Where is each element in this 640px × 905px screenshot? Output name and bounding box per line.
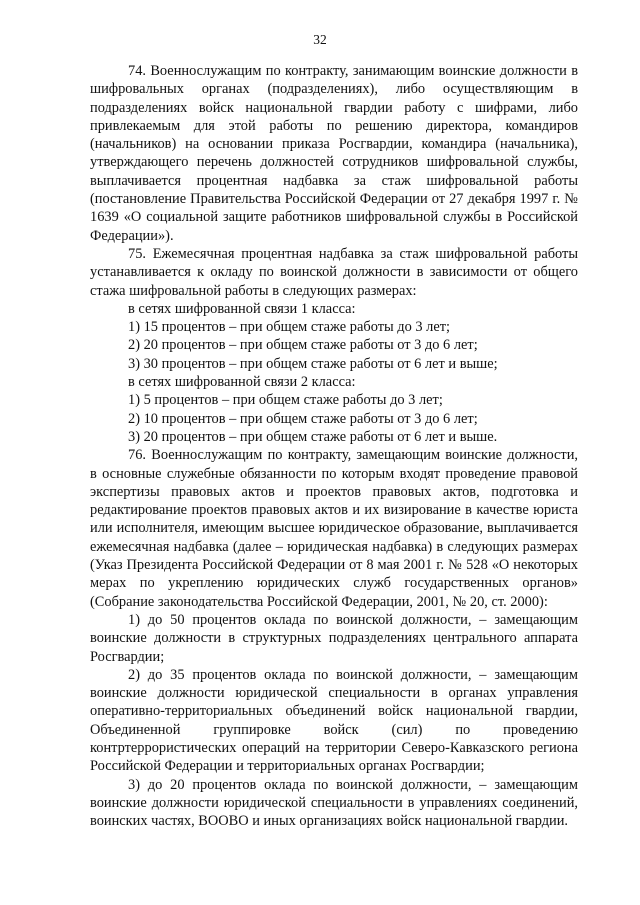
list-item-class-1-3: 3) 30 процентов – при общем стаже работы от 6 лет и выше; — [128, 355, 498, 372]
list-item-class-2-3: 3) 20 процентов – при общем стаже работы от 6 лет и выше. — [128, 428, 498, 445]
list-item-class-1-2: 2) 20 процентов – при общем стаже работы от 3 до 6 лет; — [128, 337, 478, 354]
paragraph-75: 75. Ежемесячная процентная надбавка за стаж шифровальной работы устанавливается к окладу по воинской должности в зависимости от общего стажа шифровальной работы в следующих размерах: — [90, 245, 578, 299]
list-item-class-2-1: 1) 5 процентов – при общем стаже работы до 3 лет; — [128, 392, 443, 409]
paragraph-76: 76. Военнослужащим по контракту, замещающим воинские должности, в основные служебные обязанности по которым входят проведение правовой экспертизы правовых актов и проектов правовых актов, подготовка и редактирование проектов правовых актов и их визирование в качестве юриста или исполнителя, имеющим высшее юридическое образование, выплачивается ежемесячная надбавка (далее – юридическая надбавка) в следующих размерах (Указ Президента Российской Федерации от 8 мая 2001 г. № 528 «О некоторых мерах по укреплению юридических служб государственных органов» (Собрание законодательства Российской Федерации, 2001, № 20, ст. 2000): — [90, 447, 578, 610]
list-item-legal-1: 1) до 50 процентов оклада по воинской должности, – замещающим воинские должности в структурных подразделениях центрального аппарата Росгвардии; — [90, 611, 578, 665]
list-item-legal-3: 3) до 20 процентов оклада по воинской должности, – замещающим воинские должности юридической специальности в управлениях соединений, воинских частях, ВООВО и иных организациях войск национальной гвардии. — [90, 776, 578, 830]
document-body — [90, 62, 578, 830]
list-item-class-1-1: 1) 15 процентов – при общем стаже работы до 3 лет; — [128, 319, 451, 336]
list-item-class-2-2: 2) 10 процентов – при общем стаже работы от 3 до 6 лет; — [128, 410, 478, 427]
list-heading-class-2: в сетях шифрованной связи 2 класса: — [128, 374, 356, 391]
paragraph-74: 74. Военнослужащим по контракту, занимающим воинские должности в шифровальных органах (подразделениях), либо осуществляющим в подразделениях войск национальной гвардии работу с шифрами, либо привлекаемым для этой работы по решению директора, командиров (начальников) на основании приказа Росгвардии, командира (начальника), утверждающего перечень должностей сотрудников шифровальной службы, выплачивается процентная надбавка за стаж шифровальной работы (постановление Правительства Российской Федерации от 27 декабря 1997 г. № 1639 «О социальной защите работников шифровальной службы в Российской Федерации»). — [90, 63, 578, 244]
list-item-legal-2: 2) до 35 процентов оклада по воинской должности, – замещающим воинские должности юридической специальности в органах управления оперативно-территориальных объединений войск национальной гвардии, Объединенной группировке войск (сил) по проведению контртеррористических операций на территории Северо-Кавказского региона Российской Федерации и территориальных органах Росгвардии; — [90, 666, 578, 775]
page-number: 32 — [313, 32, 327, 47]
list-heading-class-1: в сетях шифрованной связи 1 класса: — [128, 300, 356, 317]
